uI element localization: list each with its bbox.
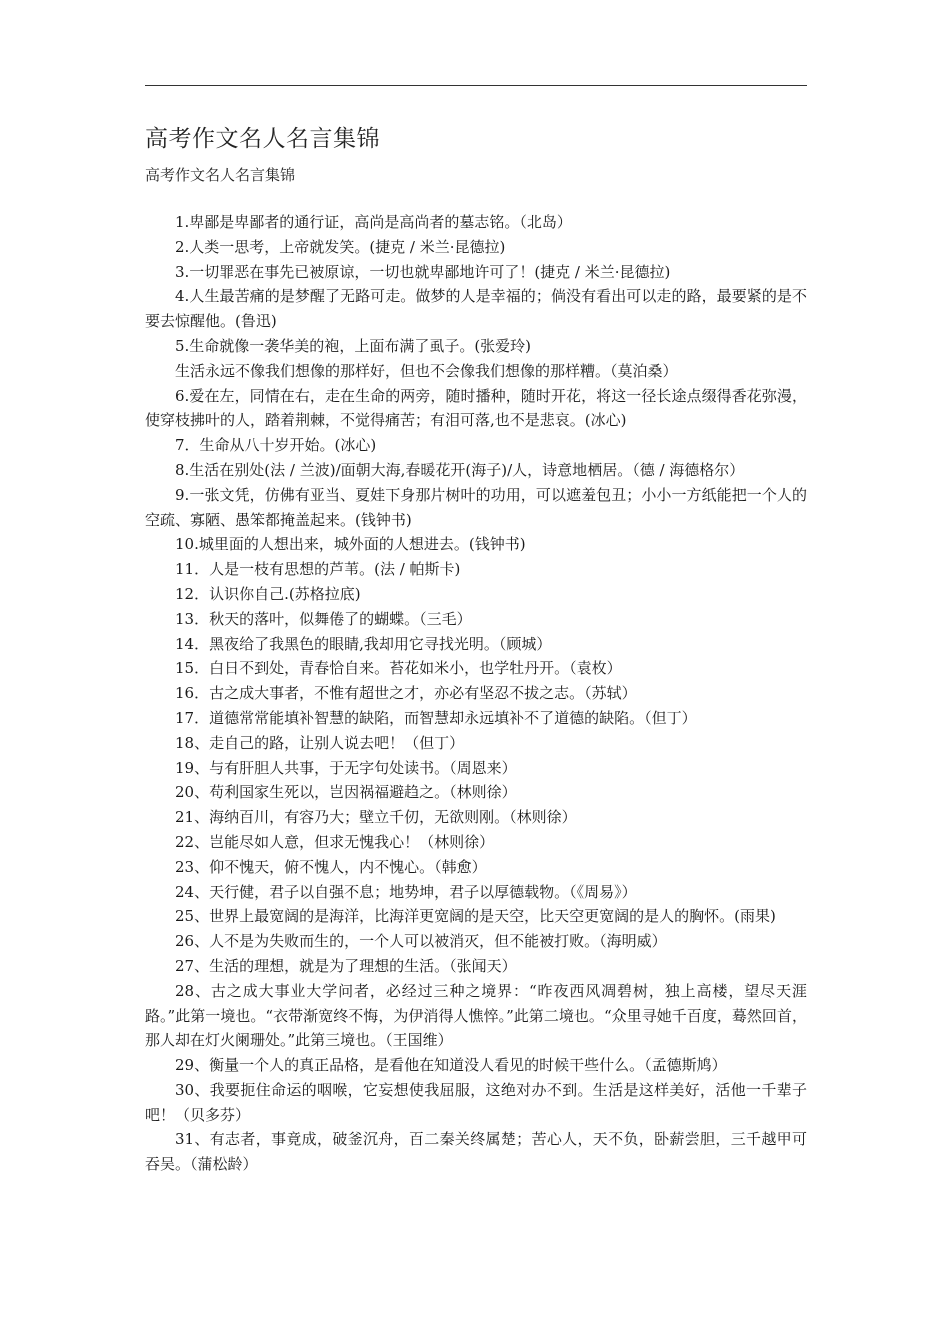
quote-item: 21、海纳百川，有容乃大；壁立千仞，无欲则刚。（林则徐） <box>175 808 577 827</box>
quote-item: 8.生活在别处(法 / 兰波)/面朝大海,春暖花开(海子)/人，诗意地栖居。（德 / 海德格尔） <box>175 460 745 479</box>
quote-item: 7．生命从八十岁开始。(冰心) <box>175 436 377 455</box>
quote-item: 27、生活的理想，就是为了理想的生活。（张闻天） <box>175 956 517 975</box>
quote-item: 2.人类一思考，上帝就发笑。(捷克 / 米兰·昆德拉) <box>175 237 506 256</box>
document-title: 高考作文名人名言集锦 <box>145 126 380 152</box>
quote-item: 12．认识你自己.(苏格拉底) <box>175 584 361 603</box>
quote-item: 31、有志者，事竟成，破釜沉舟，百二秦关终属楚；苦心人，天不负，卧薪尝胆，三千越甲可吞吴。（蒲松龄） <box>145 1130 807 1174</box>
quote-item: 24、天行健，君子以自强不息；地势坤，君子以厚德载物。（《周易》） <box>175 882 637 901</box>
quote-item: 6.爱在左，同情在右，走在生命的两旁，随时播种，随时开花，将这一径长途点缀得香花弥漫，使穿枝拂叶的人，踏着荆棘，不觉得痛苦；有泪可落,也不是悲哀。(冰心) <box>145 386 807 430</box>
quote-item: 5.生命就像一袭华美的袍，上面布满了虱子。(张爱玲) <box>175 336 532 355</box>
quote-item: 29、衡量一个人的真正品格，是看他在知道没人看见的时候干些什么。（孟德斯鸠） <box>175 1056 727 1075</box>
quote-item: 13．秋天的落叶，似舞倦了的蝴蝶。（三毛） <box>175 609 472 628</box>
quote-item: 25、世界上最宽阔的是海洋，比海洋更宽阔的是天空，比天空更宽阔的是人的胸怀。(雨果) <box>175 907 776 926</box>
quote-item: 22、岂能尽如人意，但求无愧我心！（林则徐） <box>175 832 495 851</box>
quote-item: 23、仰不愧天，俯不愧人，内不愧心。（韩愈） <box>175 857 487 876</box>
quote-item: 18、走自己的路，让别人说去吧！（但丁） <box>175 733 465 752</box>
quote-list <box>145 210 807 1177</box>
quote-item: 生活永远不像我们想像的那样好，但也不会像我们想像的那样糟。（莫泊桑） <box>175 361 678 380</box>
quote-item: 1.卑鄙是卑鄙者的通行证，高尚是高尚者的墓志铭。（北岛） <box>175 213 572 231</box>
quote-item: 10.城里面的人想出来，城外面的人想进去。(钱钟书) <box>175 535 526 554</box>
quote-item: 14．黑夜给了我黑色的眼睛,我却用它寻找光明。（顾城） <box>175 634 552 653</box>
quote-item: 4.人生最苦痛的是梦醒了无路可走。做梦的人是幸福的；倘没有看出可以走的路，最要紧的是不要去惊醒他。(鲁迅) <box>145 287 807 331</box>
quote-item: 30、我要扼住命运的咽喉，它妄想使我屈服，这绝对办不到。生活是这样美好，活他一千辈子吧！（贝多芬） <box>145 1080 807 1124</box>
quote-item: 20、苟利国家生死以，岂因祸福避趋之。（林则徐） <box>175 783 517 802</box>
quote-item: 3.一切罪恶在事先已被原谅，一切也就卑鄙地许可了！(捷克 / 米兰·昆德拉) <box>175 262 671 281</box>
quote-item: 16．古之成大事者，不惟有超世之才，亦必有坚忍不拔之志。（苏轼） <box>175 684 637 703</box>
quote-item: 19、与有肝胆人共事，于无字句处读书。（周恩来） <box>175 758 517 777</box>
quote-item: 28、古之成大事业大学问者，必经过三种之境界：“昨夜西风凋碧树，独上高楼，望尽天涯路。”此第一境也。“衣带渐宽终不悔，为伊消得人憔悴。”此第二境也。“众里寻她千百度，蓦然回首，那人却在灯火阑珊处。”此第三境也。（王国维） <box>145 981 807 1050</box>
top-divider <box>145 85 807 86</box>
quote-item: 15．白日不到处，青春恰自来。苔花如米小，也学牡丹开。（袁枚） <box>175 659 622 678</box>
quote-item: 17．道德常常能填补智慧的缺陷，而智慧却永远填补不了道德的缺陷。（但丁） <box>175 708 697 727</box>
quote-item: 26、人不是为失败而生的，一个人可以被消灭，但不能被打败。（海明威） <box>175 932 667 951</box>
document-subtitle: 高考作文名人名言集锦 <box>145 166 296 184</box>
quote-item: 9.一张文凭，仿佛有亚当、夏娃下身那片树叶的功用，可以遮羞包丑；小小一方纸能把一个人的空疏、寡陋、愚笨都掩盖起来。(钱钟书) <box>145 485 807 529</box>
quote-item: 11．人是一枝有思想的芦苇。(法 / 帕斯卡) <box>175 560 461 579</box>
